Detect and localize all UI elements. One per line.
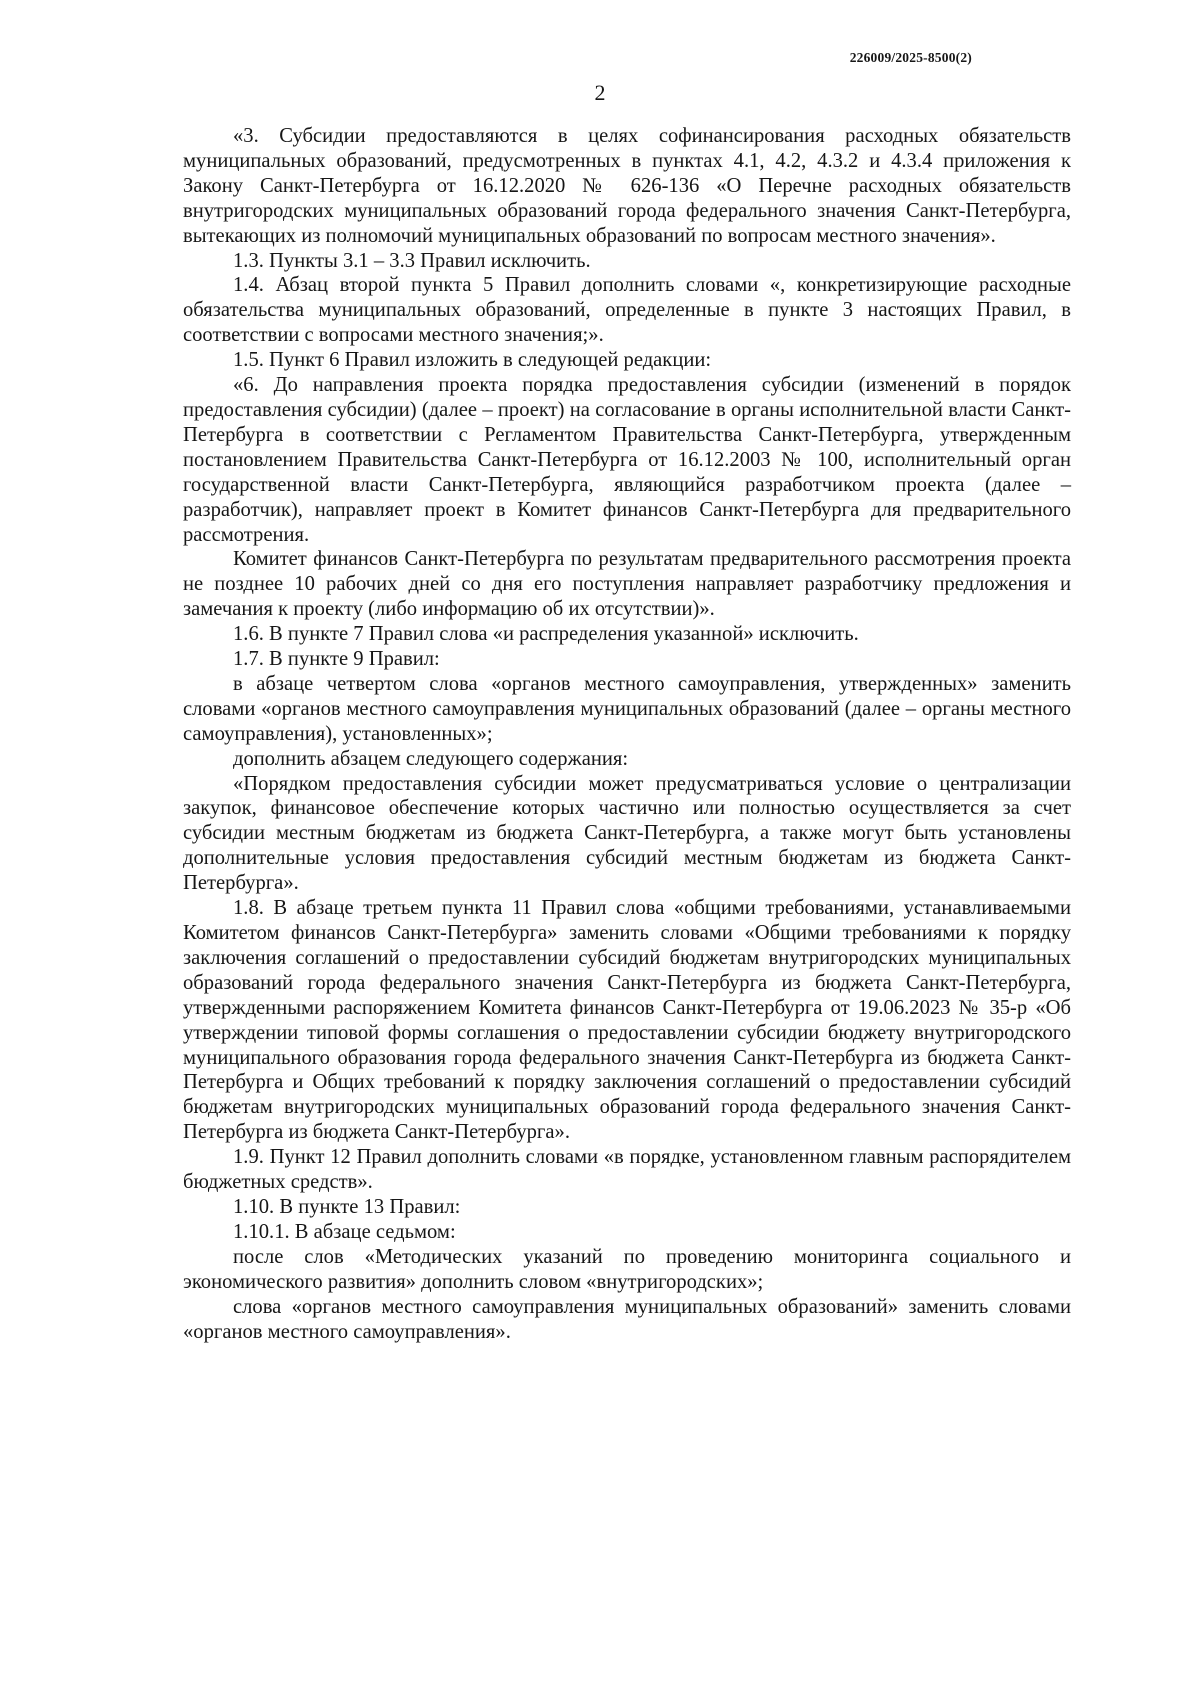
paragraph-1-7-addition: дополнить абзацем следующего содержания: <box>233 747 629 770</box>
document-body <box>183 124 1071 1344</box>
paragraph-committee-review: Комитет финансов Санкт-Петербурга по результатам предварительного рассмотрения проекта не позднее 10 рабочих дней со дня его поступления направляет разработчику предложения и замечания к проекту (либо информацию об их отсутствии)». <box>183 548 1071 621</box>
paragraph-1-10-1-second: слова «органов местного самоуправления муниципальных образований» заменить словами «органов местного самоуправления». <box>183 1295 1071 1343</box>
paragraph-1-5: 1.5. Пункт 6 Правил изложить в следующей редакции: <box>233 349 712 372</box>
page-number: 2 <box>594 80 606 105</box>
paragraph-1-10-1: 1.10.1. В абзаце седьмом: <box>233 1220 456 1243</box>
paragraph-1-6: 1.6. В пункте 7 Правил слова «и распределения указанной» исключить. <box>233 623 859 646</box>
paragraph-clause-3: «3. Субсидии предоставляются в целях софинансирования расходных обязательств муниципальных образований, предусмотренных в пунктах 4.1, 4.2, 4.3.2 и 4.3.4 приложения к Закону Санкт-Петербурга от 16.12.2020 № 626-136 «О Перечне расходных обязательств внутригородских муниципальных образований города федерального значения Санкт-Петербурга, вытекающих из полномочий муниципальных образований по вопросам местного значения». <box>183 125 1071 247</box>
paragraph-1-3: 1.3. Пункты 3.1 – 3.3 Правил исключить. <box>233 249 591 272</box>
paragraph-1-10: 1.10. В пункте 13 Правил: <box>233 1195 461 1218</box>
paragraph-1-8: 1.8. В абзаце третьем пункта 11 Правил слова «общими требованиями, устанавливаемыми Комитетом финансов Санкт-Петербурга» заменить словами «Общими требованиями к порядку заключения соглашений о предоставлении субсидий бюджетам внутригородских муниципальных образований города федерального значения Санкт-Петербурга из бюджета Санкт-Петербурга, утвержденными распоряжением Комитета финансов Санкт-Петербурга от 19.06.2023 № 35-р «Об утверждении типовой формы соглашения о предоставлении субсидии бюджету внутригородского муниципального образования города федерального значения Санкт-Петербурга из бюджета Санкт-Петербурга и Общих требований к порядку заключения соглашений о предоставлении субсидий бюджетам внутригородских муниципальных образований города федерального значения Санкт-Петербурга из бюджета Санкт-Петербурга». <box>183 897 1071 1144</box>
paragraph-clause-6: «6. До направления проекта порядка предоставления субсидии (изменений в порядок предоставления субсидии) (далее – проект) на согласование в органы исполнительной власти Санкт-Петербурга в соответствии с Регламентом Правительства Санкт-Петербурга, утвержденным постановлением Правительства Санкт-Петербурга от 16.12.2003 № 100, исполнительный орган государственной власти Санкт-Петербурга, являющийся разработчиком проекта (далее – разработчик), направляет проект в Комитет финансов Санкт-Петербурга для предварительного рассмотрения. <box>183 374 1071 546</box>
paragraph-1-4: 1.4. Абзац второй пункта 5 Правил дополнить словами «, конкретизирующие расходные обязательства муниципальных образований, определенные в пункте 3 настоящих Правил, в соответствии с вопросами местного значения;». <box>183 274 1071 347</box>
paragraph-procurement-condition: «Порядком предоставления субсидии может предусматриваться условие о централизации закупок, финансовое обеспечение которых частично или полностью осуществляется за счет субсидии местным бюджетам из бюджета Санкт-Петербурга, а также могут быть установлены дополнительные условия предоставления субсидий местным бюджетам из бюджета Санкт-Петербурга». <box>183 772 1071 895</box>
document-registration-number: 226009/2025-8500(2) <box>849 50 972 65</box>
paragraph-1-9: 1.9. Пункт 12 Правил дополнить словами «в порядке, установленном главным распорядителем бюджетных средств». <box>183 1146 1071 1194</box>
paragraph-1-10-1-first: после слов «Методических указаний по проведению мониторинга социального и экономического развития» дополнить словом «внутригородских»; <box>183 1245 1071 1293</box>
paragraph-1-7: 1.7. В пункте 9 Правил: <box>233 648 440 671</box>
paragraph-1-7-abzac-4: в абзаце четвертом слова «органов местного самоуправления, утвержденных» заменить словами «органов местного самоуправления муниципальных образований (далее – органы местного самоуправления), установленных»; <box>183 672 1071 745</box>
